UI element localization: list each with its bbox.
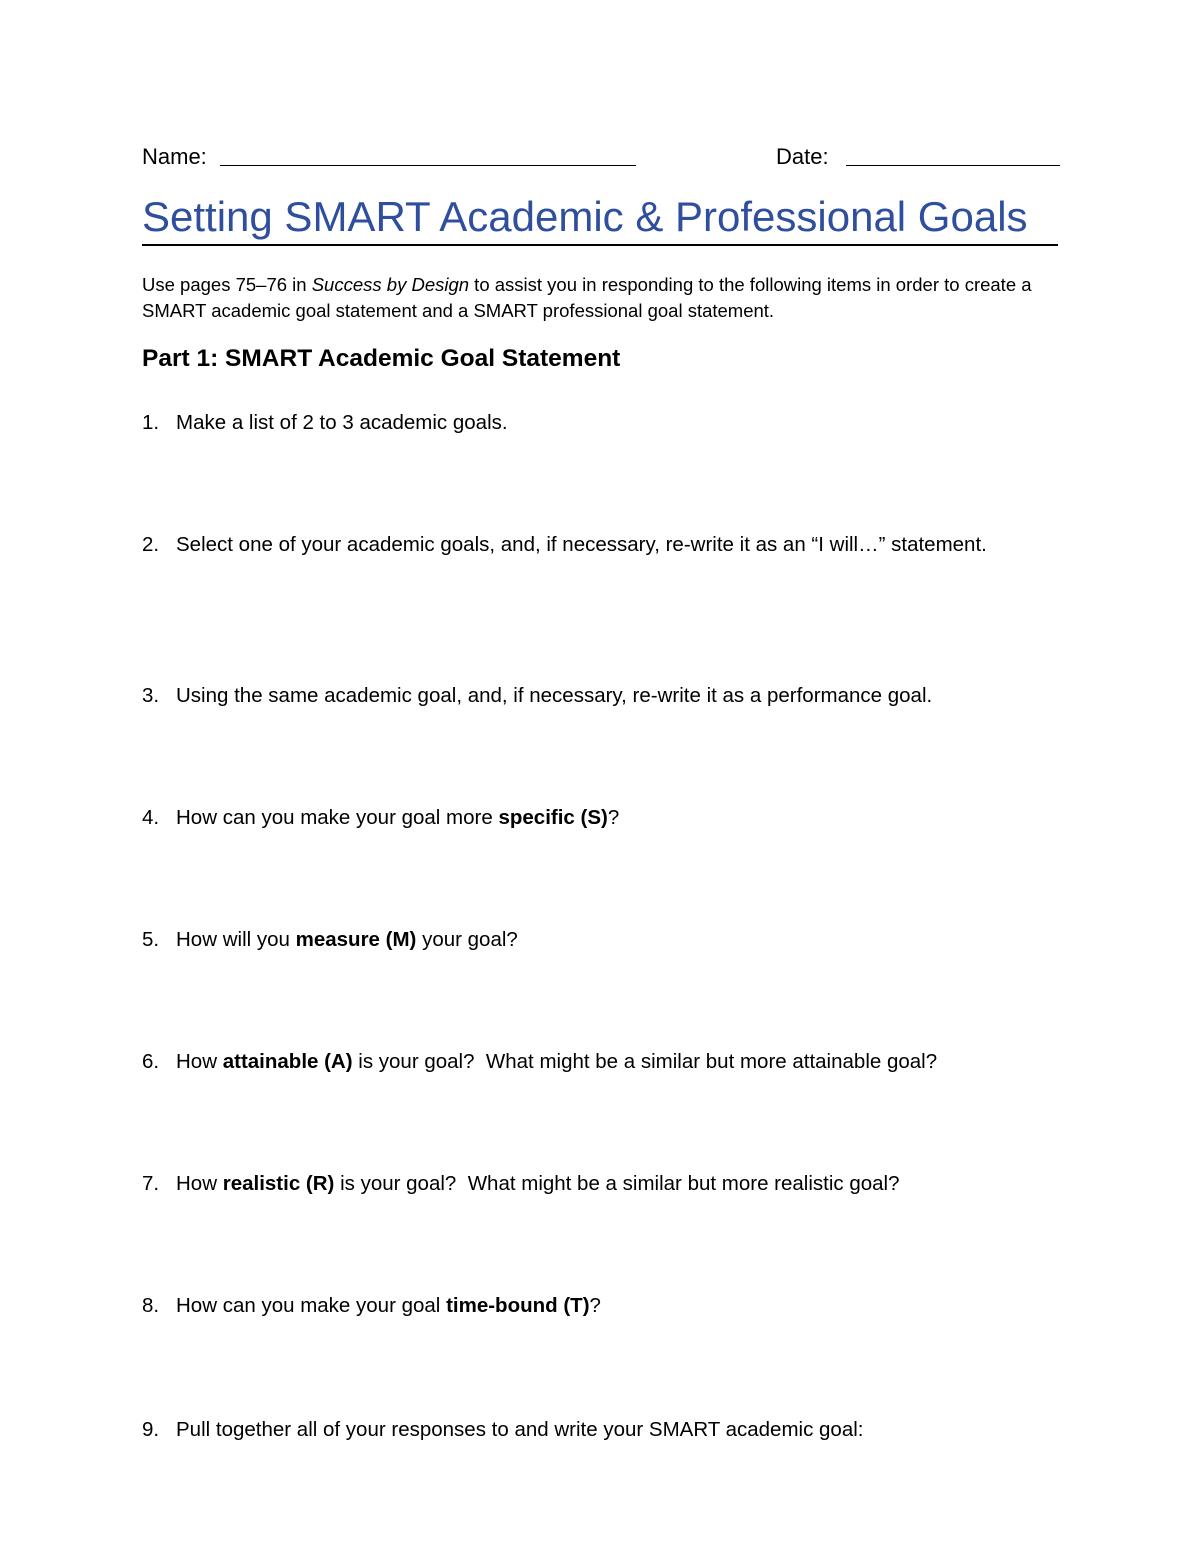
question-2 xyxy=(142,530,1022,559)
page-title: Setting SMART Academic & Professional Goals xyxy=(142,193,1028,240)
question-text: Select one of your academic goals, and, if necessary, re-write it as an “I will…” statement. xyxy=(176,533,987,556)
question-number: 3. xyxy=(142,684,160,707)
date-label: Date: xyxy=(776,144,829,169)
intro-book-title: Success by Design xyxy=(311,274,470,295)
question-number: 8. xyxy=(142,1294,160,1317)
question-text: How xyxy=(176,1172,223,1195)
intro-paragraph xyxy=(142,272,1060,324)
question-text-end: is your goal? What might be a similar but more realistic goal? xyxy=(334,1172,900,1195)
question-1 xyxy=(142,408,1060,437)
intro-text-after: to assist you in responding to the following items in order to create a SMART academic goal statement and a SMART professional goal statement. xyxy=(142,274,1032,321)
question-text: How xyxy=(176,1050,223,1073)
question-text: How will you xyxy=(176,928,296,951)
question-text: Make a list of 2 to 3 academic goals. xyxy=(176,411,508,434)
question-3 xyxy=(142,681,1060,710)
question-number: 7. xyxy=(142,1172,160,1195)
smart-keyword: attainable (A) xyxy=(222,1050,353,1073)
title-divider xyxy=(142,244,1058,246)
question-number: 2. xyxy=(142,533,160,556)
question-text: Using the same academic goal, and, if necessary, re-write it as a performance goal. xyxy=(176,684,933,707)
smart-keyword: realistic (R) xyxy=(222,1172,335,1195)
question-7 xyxy=(142,1169,1060,1198)
question-4 xyxy=(142,803,1060,832)
question-text-end: your goal? xyxy=(416,928,518,951)
question-number: 4. xyxy=(142,806,160,829)
smart-keyword: time-bound (T) xyxy=(446,1294,590,1317)
question-text-end: ? xyxy=(607,806,620,829)
question-5 xyxy=(142,925,1060,954)
question-number: 5. xyxy=(142,928,160,951)
name-label: Name: xyxy=(142,144,207,169)
question-text: How can you make your goal xyxy=(176,1294,447,1317)
question-text-end: ? xyxy=(589,1294,601,1317)
question-number: 1. xyxy=(142,411,160,434)
question-9 xyxy=(142,1415,1060,1444)
question-number: 6. xyxy=(142,1050,160,1073)
intro-text-before: Use pages 75–76 in xyxy=(142,274,312,295)
smart-keyword: specific (S) xyxy=(498,806,608,829)
question-8 xyxy=(142,1291,1060,1320)
date-blank-line[interactable] xyxy=(846,165,1060,166)
question-text: How can you make your goal more xyxy=(176,806,499,829)
question-text: Pull together all of your responses to and write your SMART academic goal: xyxy=(176,1418,864,1441)
smart-keyword: measure (M) xyxy=(295,928,417,951)
question-number: 9. xyxy=(142,1418,160,1441)
name-blank-line[interactable] xyxy=(220,165,636,166)
question-6 xyxy=(142,1047,1060,1076)
part-1-heading: Part 1: SMART Academic Goal Statement xyxy=(142,345,621,372)
question-text-end: is your goal? What might be a similar but more attainable goal? xyxy=(352,1050,938,1073)
